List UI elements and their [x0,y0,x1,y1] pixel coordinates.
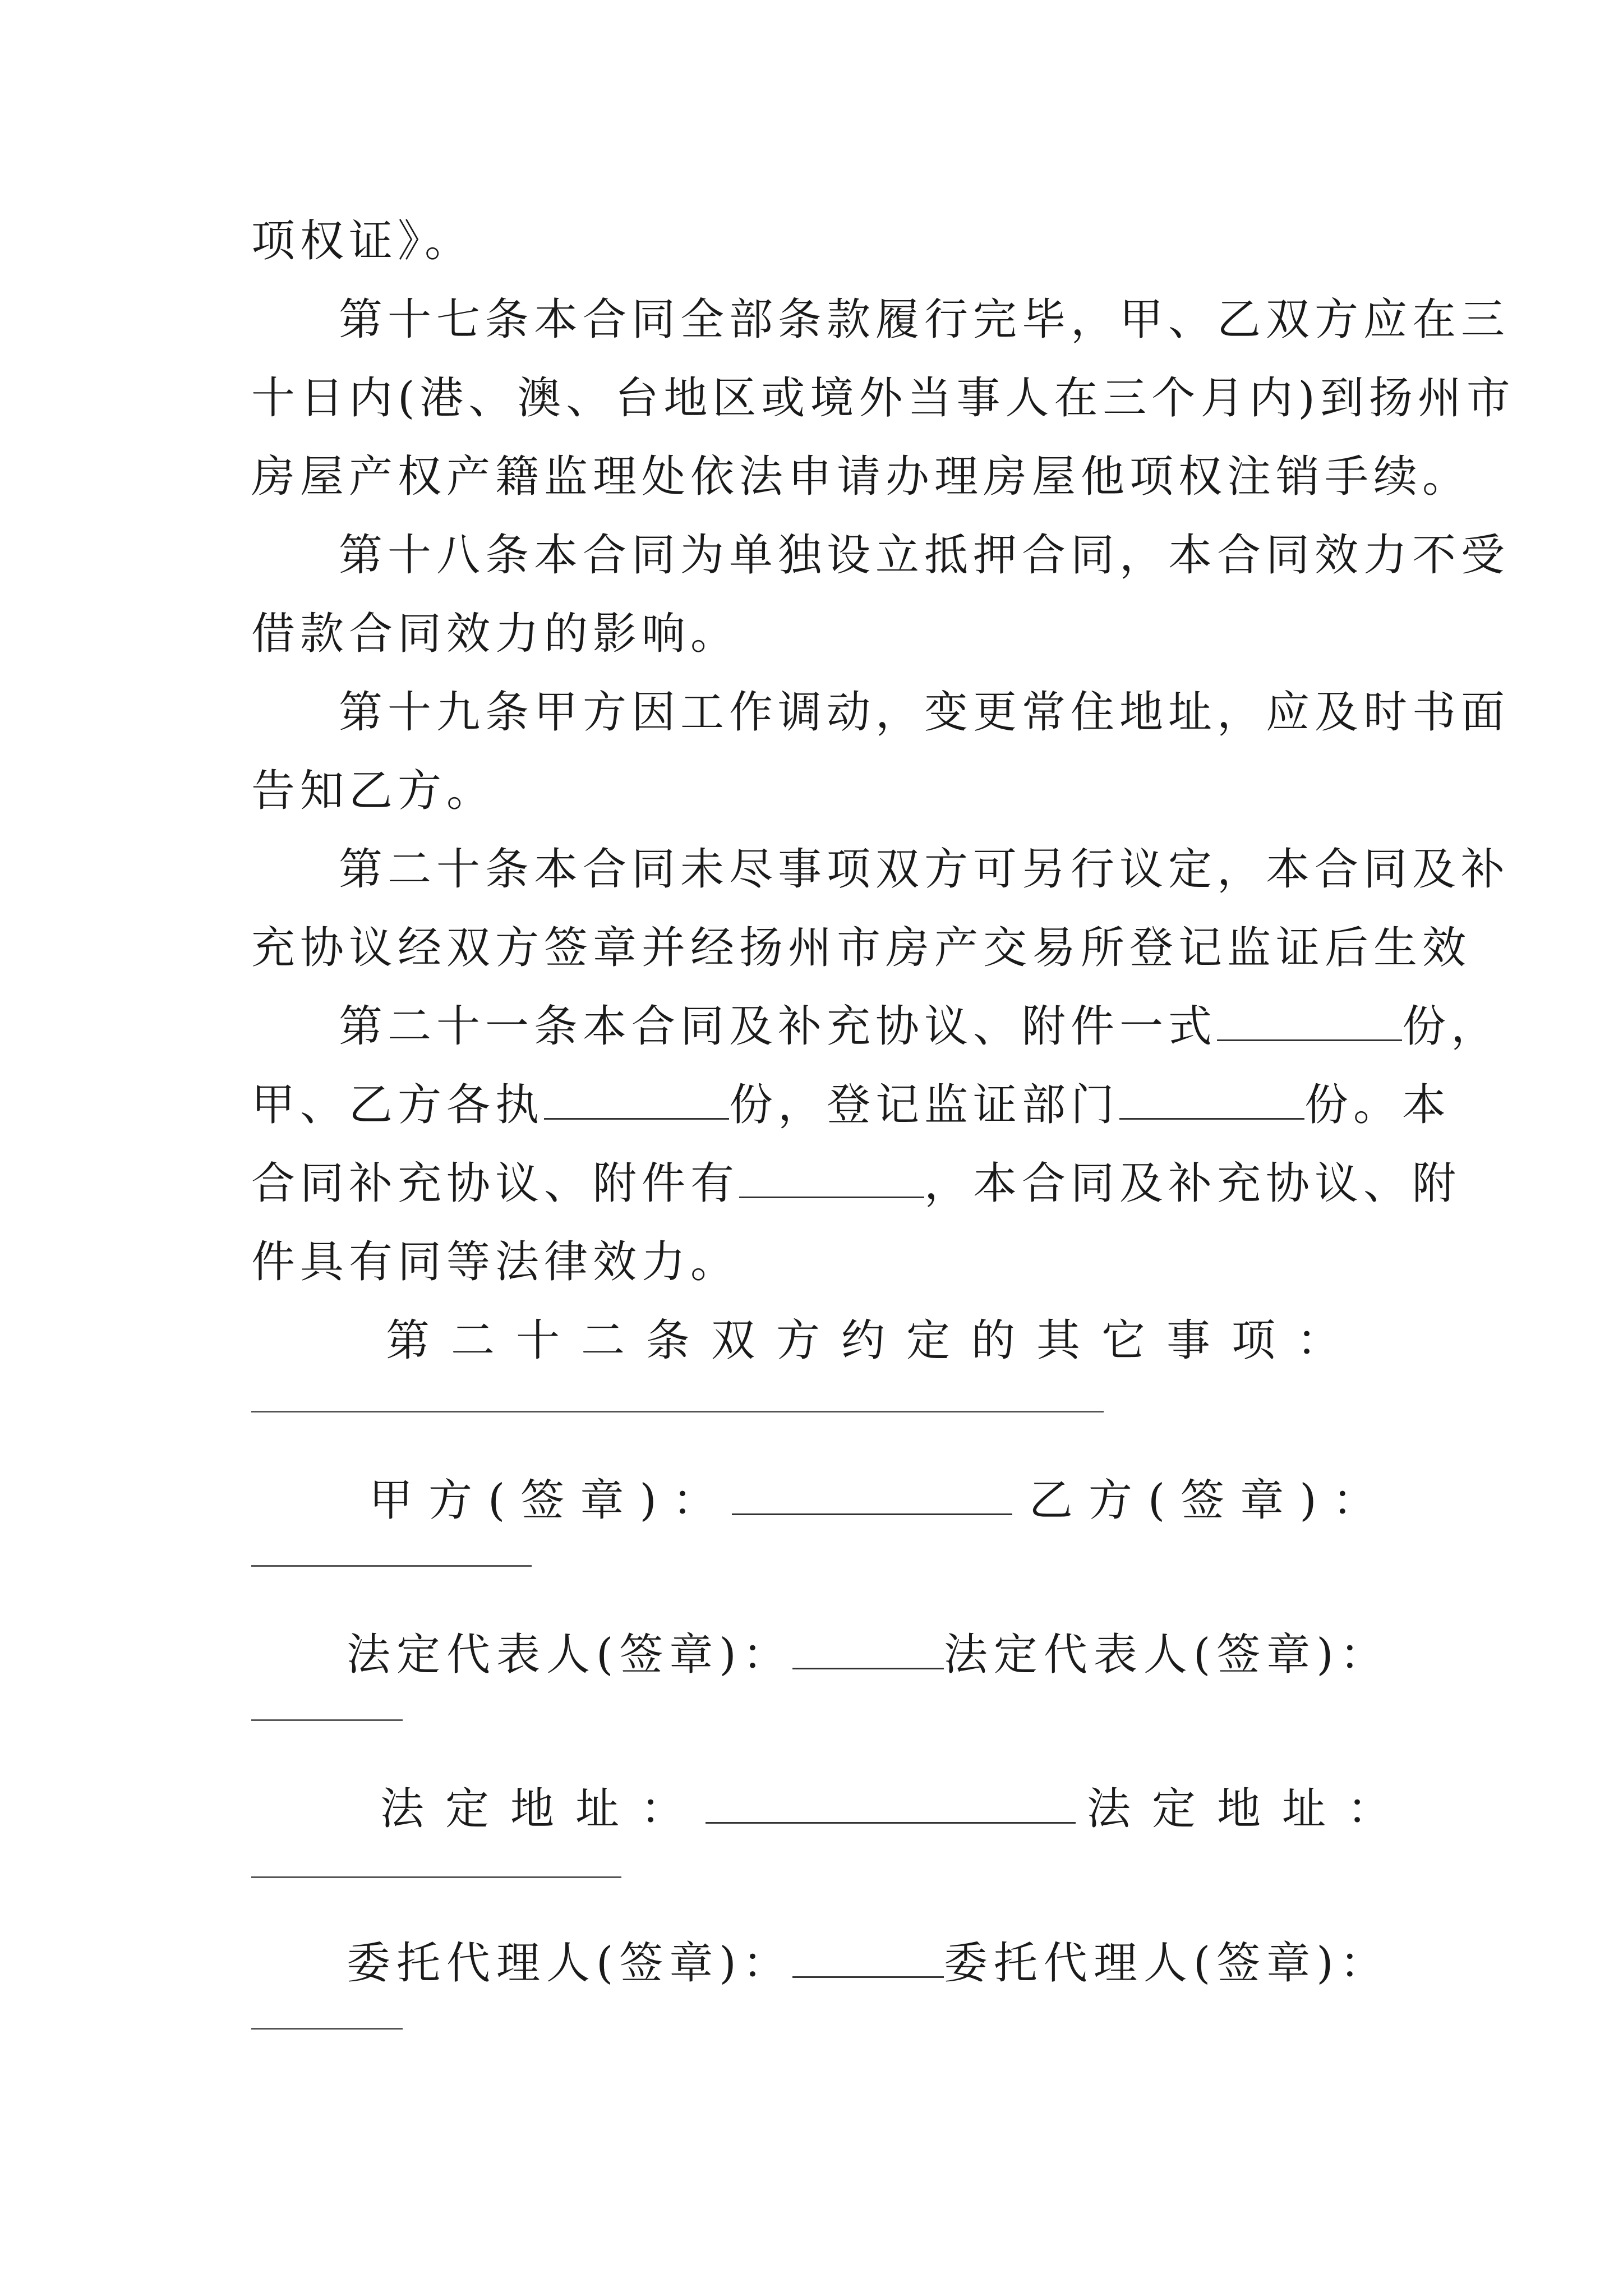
article-17-line-3: 房屋产权产籍监理处依法申请办理房屋他项权注销手续。 [251,452,1472,502]
address-a-label: 法定地址： [380,1784,706,1834]
party-a-signature-label: 甲方(签章)： [369,1475,732,1526]
article-19-line-1: 第十九条甲方因工作调动，变更常住地址，应及时书面 [339,687,1510,738]
article-17-line-2: 十日内(港、澳、台地区或境外当事人在三个月内)到扬州市 [251,373,1515,424]
article-20-line-1: 第二十条本合同未尽事项双方可另行议定，本合同及补 [339,844,1510,895]
text-line: 项权证》。 [251,216,474,266]
agent-a-blank[interactable] [792,1936,944,1978]
article-21-line-2 [251,1077,1451,1133]
copies-each-party-blank[interactable] [544,1078,729,1120]
article-21-text: ，本合同及补充协议、附 [924,1158,1461,1209]
agent-b-blank[interactable] [251,2028,403,2030]
signature-row-address [251,1781,1413,1837]
article-21-line-4: 件具有同等法律效力。 [251,1237,740,1287]
article-18-line-1: 第十八条本合同为单独设立抵押合同，本合同效力不受 [339,530,1510,581]
article-17-line-1: 第十七条本合同全部条款履行完毕，甲、乙双方应在三 [339,295,1510,345]
article-21-line-1 [251,999,1500,1055]
article-21-text: 甲、乙方各执 [251,1080,545,1130]
copies-total-blank[interactable] [1217,999,1402,1041]
other-matters-blank[interactable] [251,1411,1104,1412]
party-b-signature-label: 乙方(签章)： [1029,1475,1392,1526]
address-a-blank[interactable] [706,1782,1076,1824]
attachments-blank[interactable] [739,1156,924,1198]
party-b-signature-blank[interactable] [251,1565,532,1567]
copies-registry-blank[interactable] [1119,1078,1304,1120]
article-21-text: 合同补充协议、附件有 [251,1158,740,1209]
signature-row-party [251,1473,1392,1529]
address-b-label: 法定地址： [1087,1784,1413,1834]
article-18-line-2: 借款合同效力的影响。 [251,609,740,659]
article-22-line: 第二十二条双方约定的其它事项： [386,1315,1362,1366]
signature-row-agent [251,1935,1390,1991]
legal-rep-a-blank[interactable] [792,1627,944,1669]
article-21-text: 份。本 [1304,1080,1451,1130]
legal-rep-b-blank[interactable] [251,1719,403,1721]
agent-b-label: 委托代理人(签章)： [943,1938,1390,1989]
signature-row-legal-rep [251,1627,1390,1683]
article-20-line-2: 充协议经双方签章并经扬州市房产交易所登记监证后生效 [251,923,1472,973]
agent-a-label: 委托代理人(签章)： [347,1938,792,1989]
address-b-blank[interactable] [251,1876,621,1878]
legal-rep-b-label: 法定代表人(签章)： [943,1630,1390,1680]
legal-rep-a-label: 法定代表人(签章)： [347,1630,792,1680]
article-19-line-2: 告知乙方。 [251,766,496,816]
article-21-line-3 [251,1156,1461,1212]
article-21-text: 份， [1402,1001,1500,1052]
article-21-text: 第二十一条本合同及补充协议、附件一式 [339,1001,1218,1052]
party-a-signature-blank[interactable] [732,1473,1012,1515]
article-21-text: 份，登记监证部门 [729,1080,1120,1130]
